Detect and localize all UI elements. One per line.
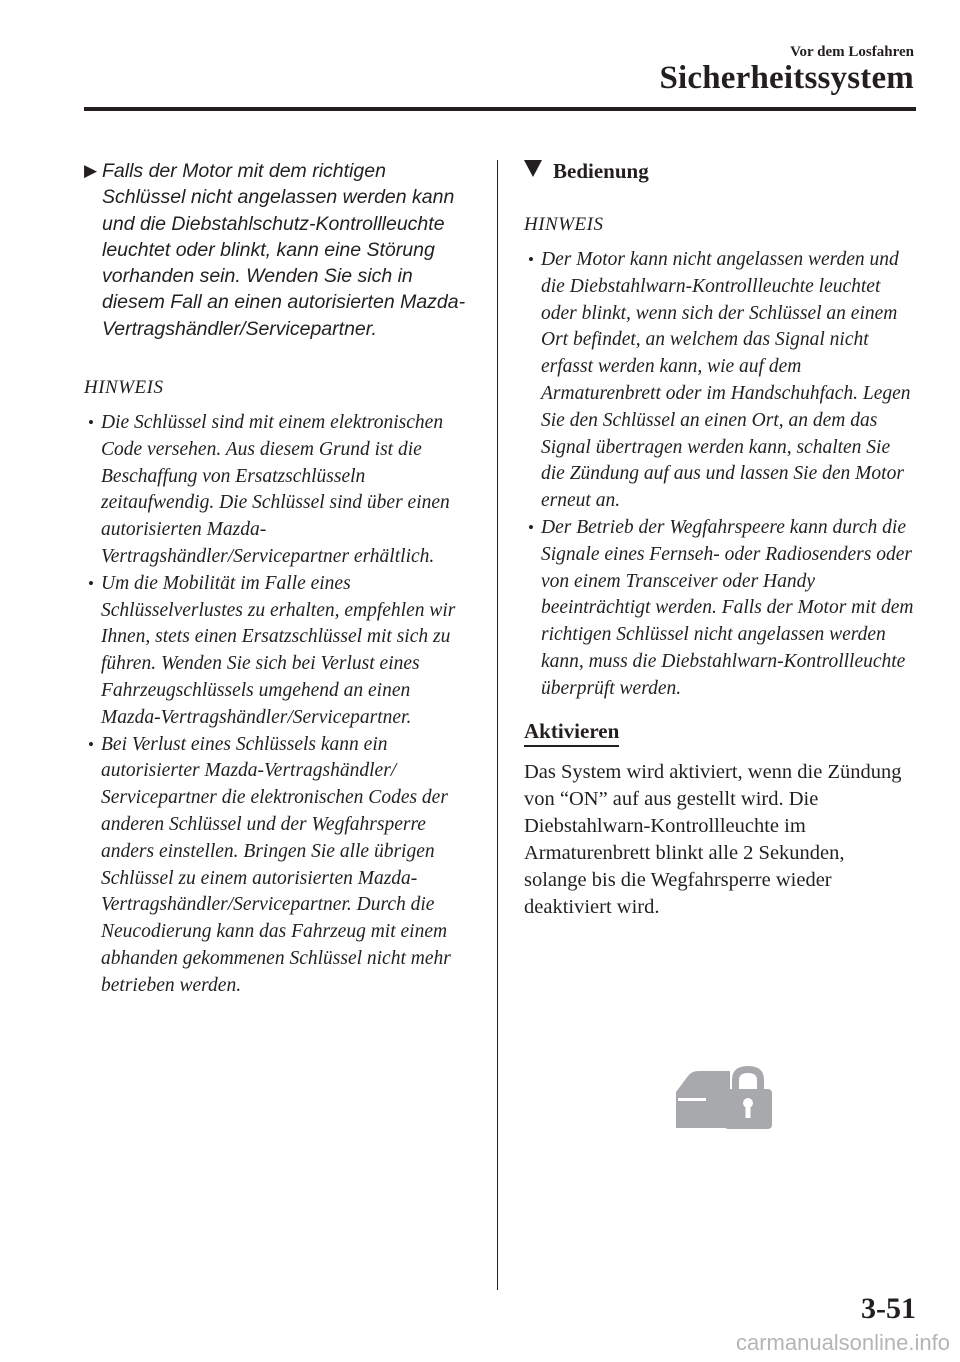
warning-text: Falls der Motor mit dem richtigen Schlüssel nicht angelassen werden kann und die Diebstahlschutz-Kontrollleuchte leuchtet oder blinkt, kann eine Störung vorhanden sein. Wenden Sie sich in diesem Fall an einen autorisierten Mazda-Vertragshändler/Servicepartner. [102,160,466,340]
arrow-marker-icon: ▶ [84,161,98,180]
warning-note [84,158,474,342]
note-text: Bei Verlust eines Schlüssels kann ein autorisierter Mazda-Vertragshändler/ Servicepartner die elektronischen Codes der anderen Schlüssel und der Wegfahrsperre anders einstellen. Bringen Sie alle übrigen Schlüssel zu einem autorisierten Mazda-Vertragshändler/Servicepartner. Durch die Neucodierung kann das Fahrzeug mit einem abhanden gekommenen Schlüssel nicht mehr betrieben werden. [101,733,451,996]
aktivieren-heading: Aktivieren [524,719,619,747]
section-heading-text: Bedienung [553,159,649,183]
column-divider [497,160,498,1290]
car-lock-indicator-icon [672,1062,774,1130]
note-item [84,571,474,732]
bullet-icon: • [528,517,534,537]
bullet-icon: • [528,250,534,269]
page-number: 3-51 [861,1292,916,1325]
bullet-icon: • [88,413,94,433]
bullet-icon: • [88,573,94,593]
hinweis-label: HINWEIS [524,214,604,235]
section-label: Vor dem Losfahren [790,44,914,60]
aktivieren-text: Das System wird aktiviert, wenn die Zündung von “ON” auf aus gestellt wird. Die Diebstahlwarn-Kontrollleuchte im Armaturenbrett blinkt alle 2 Sekunden, solange bis die Wegfahrsperre wieder deaktiviert wird. [524,760,902,918]
note-item [84,732,474,1000]
triangle-down-icon [524,160,542,177]
note-text: Der Betrieb der Wegfahrspeere kann durch die Signale eines Fernseh- oder Radiosenders oder von einem Transceiver oder Handy beeinträchtigt werden. Falls der Motor mit dem richtigen Schlüssel nicht angelassen werden kann, muss die Diebstahlwarn-Kontrollleuchte überprüft werden. [541,516,914,699]
note-text: Der Motor kann nicht angelassen werden und die Diebstahlwarn-Kontrollleuchte leuchtet oder blinkt, wenn sich der Schlüssel an einem Ort befindet, an welchem das Signal nicht erfasst werden kann, wie auf dem Armaturenbrett oder im Handschuhfach. Legen Sie den Schlüssel an einen Ort, an dem das Signal übertragen werden kann, schalten Sie die Zündung auf aus und lassen Sie den Motor erneut an. [541,249,911,512]
notes-list [524,247,916,703]
right-column [524,158,924,921]
note-text: Um die Mobilität im Falle eines Schlüsselverlustes zu erhalten, empfehlen wir Ihnen, stets einen Ersatzschlüssel mit sich zu führen. Wenden Sie sich bei Verlust eines Fahrzeugschlüssels umgehend an einen Mazda-Vertragshändler/Servicepartner. [101,572,456,728]
section-heading [524,158,924,184]
notes-list [84,410,474,1000]
hinweis-label: HINWEIS [84,377,164,399]
note-item [524,515,916,703]
note-text: Die Schlüssel sind mit einem elektronischen Code versehen. Aus diesem Grund ist die Beschaffung von Ersatzschlüsseln zeitaufwendig. Die Schlüssel sind über einen autorisierten Mazda-Vertragshändler/Servicepartner erhältlich. [101,412,450,568]
page-title: Sicherheitssystem [659,60,914,96]
note-item [524,247,916,515]
bullet-icon: • [88,734,94,754]
note-item [84,410,474,571]
header-rule [84,107,916,111]
watermark: carmanualsonline.info [735,1330,950,1355]
left-column [84,158,474,1000]
